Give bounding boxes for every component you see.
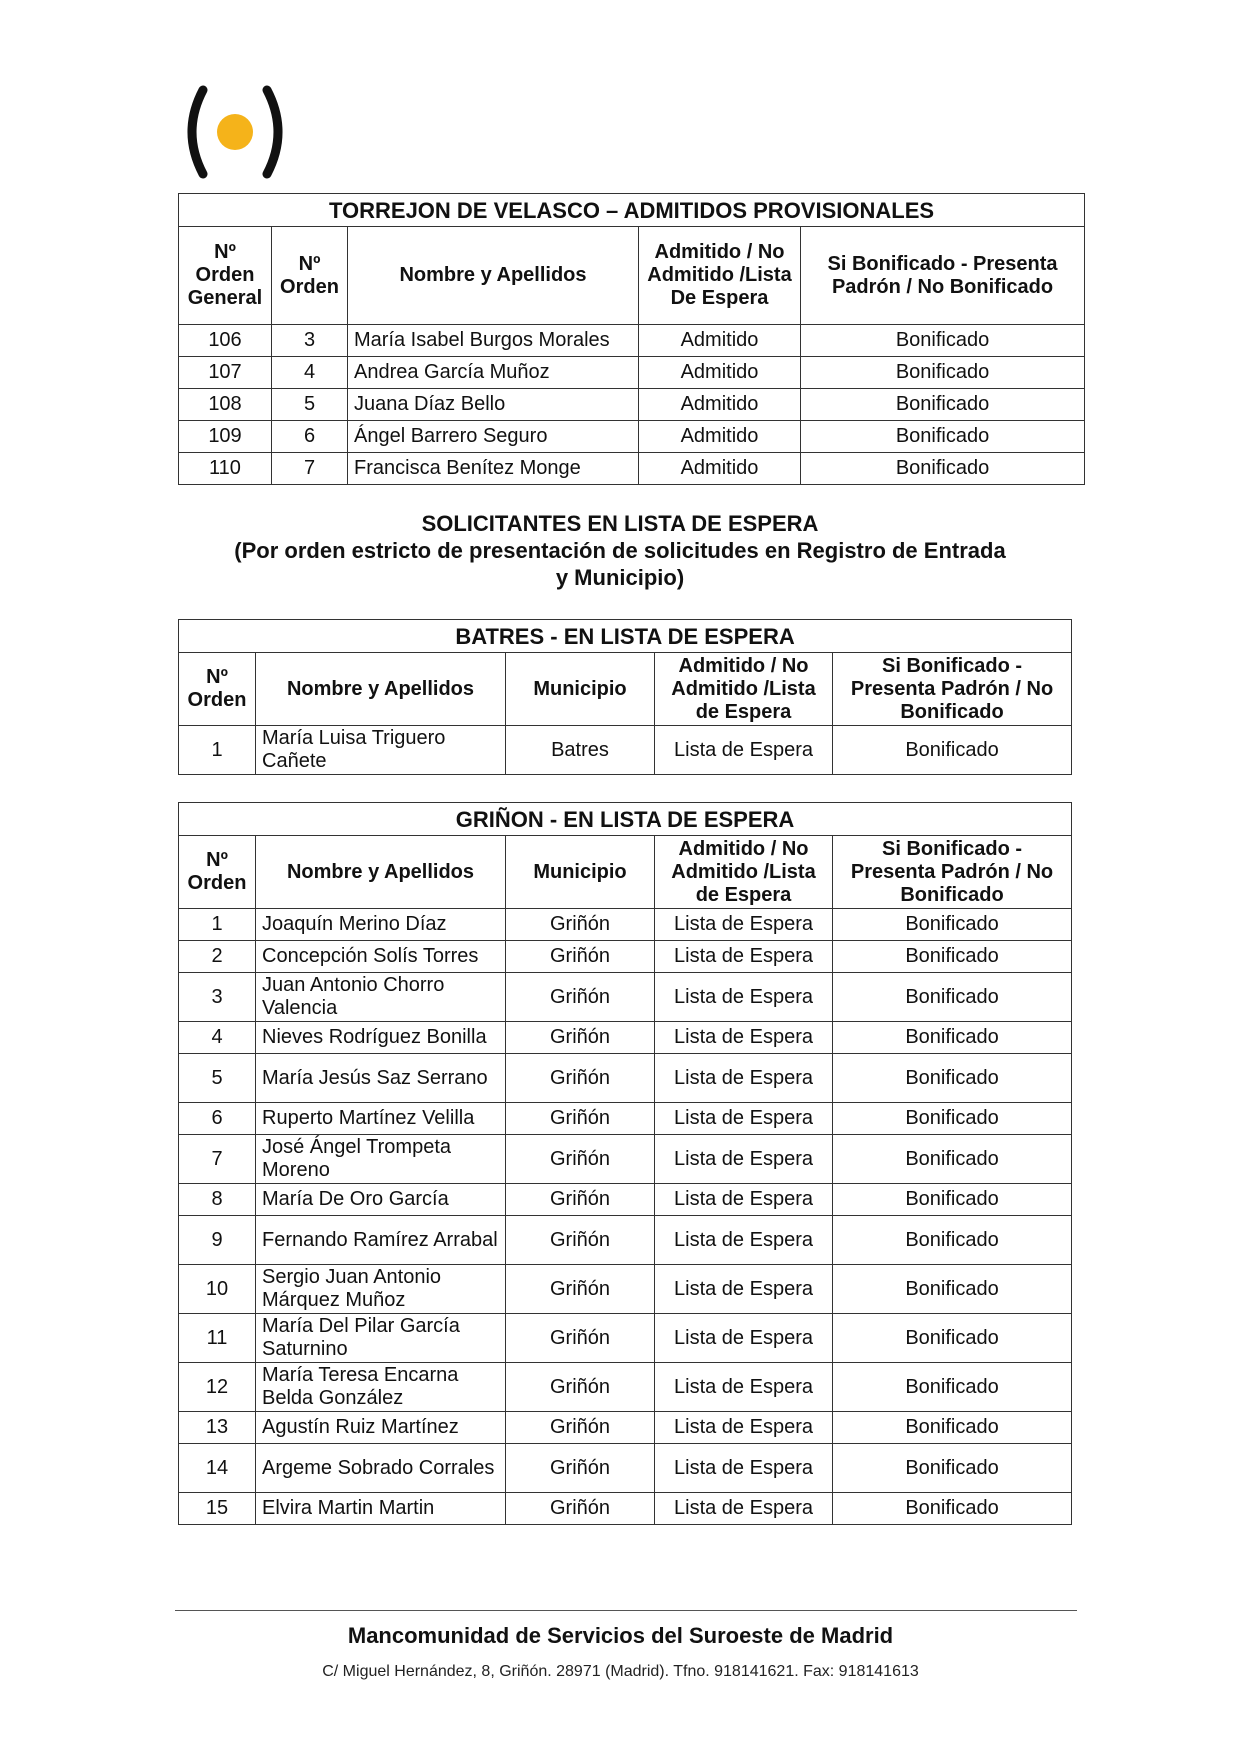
batres-title: BATRES - EN LISTA DE ESPERA: [179, 620, 1072, 653]
table-cell: María Jesús Saz Serrano: [256, 1054, 506, 1103]
table-cell: Griñón: [506, 1216, 655, 1265]
table-cell: 14: [179, 1444, 256, 1493]
table-cell: Bonificado: [833, 941, 1072, 973]
table-cell: Lista de Espera: [655, 1216, 833, 1265]
col-header-bonificado: Si Bonificado - Presenta Padrón / No Bonificado: [833, 836, 1072, 909]
table-cell: Lista de Espera: [655, 1184, 833, 1216]
table-row: [179, 726, 1072, 775]
torrejon-title: TORREJON DE VELASCO – ADMITIDOS PROVISIONALES: [179, 194, 1085, 227]
table-row: [179, 1135, 1072, 1184]
waitlist-heading-line2: (Por orden estricto de presentación de solicitudes en Registro de Entrada y Municipio): [234, 538, 1006, 590]
grinon-table-body: [179, 909, 1072, 1525]
table-cell: 108: [179, 389, 272, 421]
table-cell: Bonificado: [801, 389, 1085, 421]
table-row: [179, 357, 1085, 389]
grinon-title: GRIÑON - EN LISTA DE ESPERA: [179, 803, 1072, 836]
table-cell: Bonificado: [833, 1493, 1072, 1525]
waitlist-heading-line1: SOLICITANTES EN LISTA DE ESPERA: [421, 511, 819, 536]
table-cell: Lista de Espera: [655, 1265, 833, 1314]
table-cell: 7: [179, 1135, 256, 1184]
table-row: [179, 325, 1085, 357]
col-header-nombre: Nombre y Apellidos: [256, 653, 506, 726]
table-cell: Joaquín Merino Díaz: [256, 909, 506, 941]
table-cell: Concepción Solís Torres: [256, 941, 506, 973]
table-row: [179, 973, 1072, 1022]
table-cell: Juan Antonio Chorro Valencia: [256, 973, 506, 1022]
table-cell: 10: [179, 1265, 256, 1314]
table-cell: José Ángel Trompeta Moreno: [256, 1135, 506, 1184]
table-cell: 106: [179, 325, 272, 357]
table-row: [179, 1184, 1072, 1216]
table-cell: 3: [272, 325, 348, 357]
table-cell: Lista de Espera: [655, 1493, 833, 1525]
table-row: [179, 1265, 1072, 1314]
table-cell: Lista de Espera: [655, 1412, 833, 1444]
table-cell: Lista de Espera: [655, 726, 833, 775]
col-header-bonificado: Si Bonificado - Presenta Padrón / No Bonificado: [833, 653, 1072, 726]
col-header-nombre: Nombre y Apellidos: [256, 836, 506, 909]
table-cell: Bonificado: [833, 726, 1072, 775]
table-cell: 109: [179, 421, 272, 453]
table-cell: Griñón: [506, 1363, 655, 1412]
torrejon-table-body: [179, 325, 1085, 485]
col-header-orden: Nº Orden: [179, 653, 256, 726]
table-cell: Griñón: [506, 1135, 655, 1184]
table-cell: Griñón: [506, 1103, 655, 1135]
table-cell: Griñón: [506, 1314, 655, 1363]
table-cell: Argeme Sobrado Corrales: [256, 1444, 506, 1493]
table-cell: María Luisa Triguero Cañete: [256, 726, 506, 775]
table-cell: 4: [179, 1022, 256, 1054]
table-cell: 11: [179, 1314, 256, 1363]
table-row: [179, 941, 1072, 973]
table-cell: Lista de Espera: [655, 973, 833, 1022]
table-cell: Bonificado: [833, 1135, 1072, 1184]
table-cell: Lista de Espera: [655, 1022, 833, 1054]
waitlist-heading: [160, 510, 1080, 591]
table-row: [179, 1054, 1072, 1103]
table-cell: Andrea García Muñoz: [348, 357, 639, 389]
table-cell: 15: [179, 1493, 256, 1525]
table-cell: Bonificado: [833, 1216, 1072, 1265]
table-cell: 9: [179, 1216, 256, 1265]
table-cell: 8: [179, 1184, 256, 1216]
batres-table-body: [179, 726, 1072, 775]
table-cell: Griñón: [506, 1493, 655, 1525]
grinon-table: [178, 802, 1072, 1525]
table-cell: Admitido: [639, 325, 801, 357]
torrejon-table: [178, 193, 1085, 485]
table-cell: 5: [272, 389, 348, 421]
table-cell: Bonificado: [833, 1444, 1072, 1493]
batres-table: [178, 619, 1072, 775]
table-cell: Bonificado: [833, 1103, 1072, 1135]
table-cell: 6: [272, 421, 348, 453]
table-cell: Griñón: [506, 1412, 655, 1444]
table-row: [179, 1493, 1072, 1525]
table-cell: Bonificado: [833, 1184, 1072, 1216]
footer-divider: [175, 1610, 1077, 1611]
table-cell: Griñón: [506, 1184, 655, 1216]
table-cell: Bonificado: [801, 453, 1085, 485]
table-cell: 4: [272, 357, 348, 389]
col-header-bonificado: Si Bonificado - Presenta Padrón / No Bonificado: [801, 227, 1085, 325]
col-header-orden: Nº Orden: [179, 836, 256, 909]
table-cell: Griñón: [506, 1054, 655, 1103]
table-cell: 5: [179, 1054, 256, 1103]
col-header-admitido: Admitido / No Admitido /Lista de Espera: [655, 836, 833, 909]
table-cell: Griñón: [506, 1265, 655, 1314]
table-cell: Lista de Espera: [655, 1103, 833, 1135]
table-cell: 3: [179, 973, 256, 1022]
table-row: [179, 453, 1085, 485]
table-cell: Sergio Juan Antonio Márquez Muñoz: [256, 1265, 506, 1314]
table-cell: 6: [179, 1103, 256, 1135]
table-cell: 107: [179, 357, 272, 389]
table-cell: Lista de Espera: [655, 941, 833, 973]
table-row: [179, 909, 1072, 941]
table-cell: Griñón: [506, 973, 655, 1022]
table-cell: Griñón: [506, 1022, 655, 1054]
table-row: [179, 421, 1085, 453]
table-cell: Lista de Espera: [655, 909, 833, 941]
table-cell: Griñón: [506, 1444, 655, 1493]
col-header-nombre: Nombre y Apellidos: [348, 227, 639, 325]
table-cell: Nieves Rodríguez Bonilla: [256, 1022, 506, 1054]
col-header-orden: Nº Orden: [272, 227, 348, 325]
table-row: [179, 1412, 1072, 1444]
table-cell: Ruperto Martínez Velilla: [256, 1103, 506, 1135]
table-cell: Lista de Espera: [655, 1135, 833, 1184]
footer-address: C/ Miguel Hernández, 8, Griñón. 28971 (Madrid). Tfno. 918141621. Fax: 918141613: [322, 1663, 919, 1680]
table-cell: Admitido: [639, 421, 801, 453]
table-row: [179, 389, 1085, 421]
table-cell: 12: [179, 1363, 256, 1412]
table-cell: Lista de Espera: [655, 1314, 833, 1363]
col-header-municipio: Municipio: [506, 653, 655, 726]
table-cell: 110: [179, 453, 272, 485]
table-cell: Griñón: [506, 941, 655, 973]
footer-organization: Mancomunidad de Servicios del Suroeste de Madrid: [347, 1623, 894, 1648]
table-cell: Bonificado: [833, 909, 1072, 941]
table-cell: Bonificado: [801, 421, 1085, 453]
table-cell: Juana Díaz Bello: [348, 389, 639, 421]
table-cell: Bonificado: [833, 1022, 1072, 1054]
table-cell: Admitido: [639, 357, 801, 389]
table-cell: Bonificado: [833, 973, 1072, 1022]
col-header-orden-general: Nº Orden General: [179, 227, 272, 325]
col-header-municipio: Municipio: [506, 836, 655, 909]
table-row: [179, 1444, 1072, 1493]
table-cell: 1: [179, 726, 256, 775]
table-cell: Lista de Espera: [655, 1054, 833, 1103]
table-cell: María Isabel Burgos Morales: [348, 325, 639, 357]
table-cell: Bonificado: [833, 1412, 1072, 1444]
table-cell: 2: [179, 941, 256, 973]
table-cell: Batres: [506, 726, 655, 775]
mancomunidad-logo-icon: [185, 82, 285, 182]
table-cell: Admitido: [639, 453, 801, 485]
table-cell: Ángel Barrero Seguro: [348, 421, 639, 453]
table-cell: Griñón: [506, 909, 655, 941]
table-row: [179, 1216, 1072, 1265]
table-cell: Bonificado: [801, 357, 1085, 389]
table-cell: Bonificado: [833, 1054, 1072, 1103]
table-cell: Lista de Espera: [655, 1363, 833, 1412]
table-cell: María Del Pilar García Saturnino: [256, 1314, 506, 1363]
table-cell: María De Oro García: [256, 1184, 506, 1216]
table-cell: Bonificado: [833, 1363, 1072, 1412]
table-row: [179, 1022, 1072, 1054]
table-cell: Francisca Benítez Monge: [348, 453, 639, 485]
table-cell: 7: [272, 453, 348, 485]
col-header-admitido: Admitido / No Admitido /Lista de Espera: [655, 653, 833, 726]
table-cell: Agustín Ruiz Martínez: [256, 1412, 506, 1444]
table-row: [179, 1314, 1072, 1363]
table-row: [179, 1103, 1072, 1135]
table-row: [179, 1363, 1072, 1412]
table-cell: Bonificado: [833, 1265, 1072, 1314]
col-header-admitido: Admitido / No Admitido /Lista De Espera: [639, 227, 801, 325]
table-cell: María Teresa Encarna Belda González: [256, 1363, 506, 1412]
table-cell: Bonificado: [833, 1314, 1072, 1363]
table-cell: 1: [179, 909, 256, 941]
table-cell: Elvira Martin Martin: [256, 1493, 506, 1525]
table-cell: Admitido: [639, 389, 801, 421]
table-cell: Lista de Espera: [655, 1444, 833, 1493]
table-cell: 13: [179, 1412, 256, 1444]
table-cell: Fernando Ramírez Arrabal: [256, 1216, 506, 1265]
table-cell: Bonificado: [801, 325, 1085, 357]
